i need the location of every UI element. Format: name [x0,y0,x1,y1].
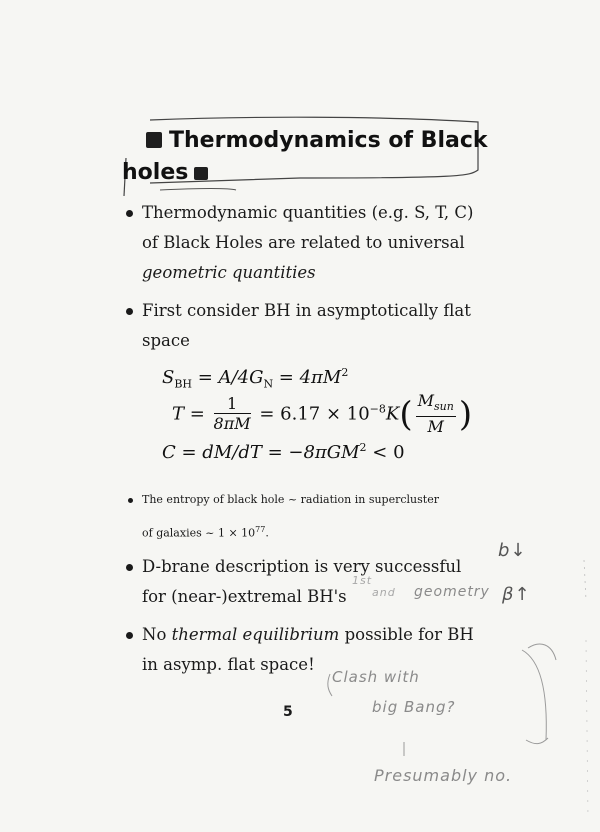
bullet-d-brane: D-brane description is very successful for (near-)extremal BH's [126,552,486,612]
slide-title [112,118,492,196]
bullet-thermal-equilibrium: No thermal equilibrium possible for BH in asymp. flat space! [126,620,486,680]
fraction: $\frac{1}{8\pi M}$ [213,394,251,434]
bullet-dot-icon [128,498,133,503]
bullet-dot-icon [126,564,133,571]
square-bullet-icon [194,167,208,180]
title-line-2: holes [122,160,208,185]
handwritten-note: Clash with [332,668,420,686]
handwritten-note: 1st [352,574,373,587]
equation-entropy: $S_{BH} = A/4G_N = 4\pi M^2$ [162,366,349,391]
bullet-thermodynamic-quantities: Thermodynamic quantities (e.g. S, T, C) of Black Holes are related to universal geometric quantities [126,198,486,288]
handwritten-note: big Bang? [372,698,456,716]
handwritten-note: Presumably no. [374,766,513,785]
page-number: 5 [283,704,293,720]
handwritten-note: b↓ [498,540,527,561]
fraction: $\frac{M_{sun}}{M}$ [417,391,454,437]
handwritten-note: β↑ [502,584,531,605]
bullet-dot-icon [126,308,133,315]
square-bullet-icon [146,132,162,148]
equation-temperature: T = $\frac{1}{8\pi M}$ = $6.17 \times 10^{-8}K$( $\frac{M_{sun}}{M}$ ) [172,391,473,437]
bullet-dot-icon [126,632,133,639]
equation-heat-capacity: C = dM/dT = −8πGM$^2$ < 0 [162,441,405,463]
title-line-1: Thermodynamics of Black [146,128,488,153]
handwritten-note: geometry [414,584,490,600]
bullet-asymptotically-flat: First consider BH in asymptotically flat space [126,296,486,356]
handwritten-note: and [372,586,396,599]
bullet-entropy-comparison: The entropy of black hole ~ radiation in supercluster of galaxies ~ $1 \times 10^{77}$. [128,485,488,545]
bullet-dot-icon [126,210,133,217]
